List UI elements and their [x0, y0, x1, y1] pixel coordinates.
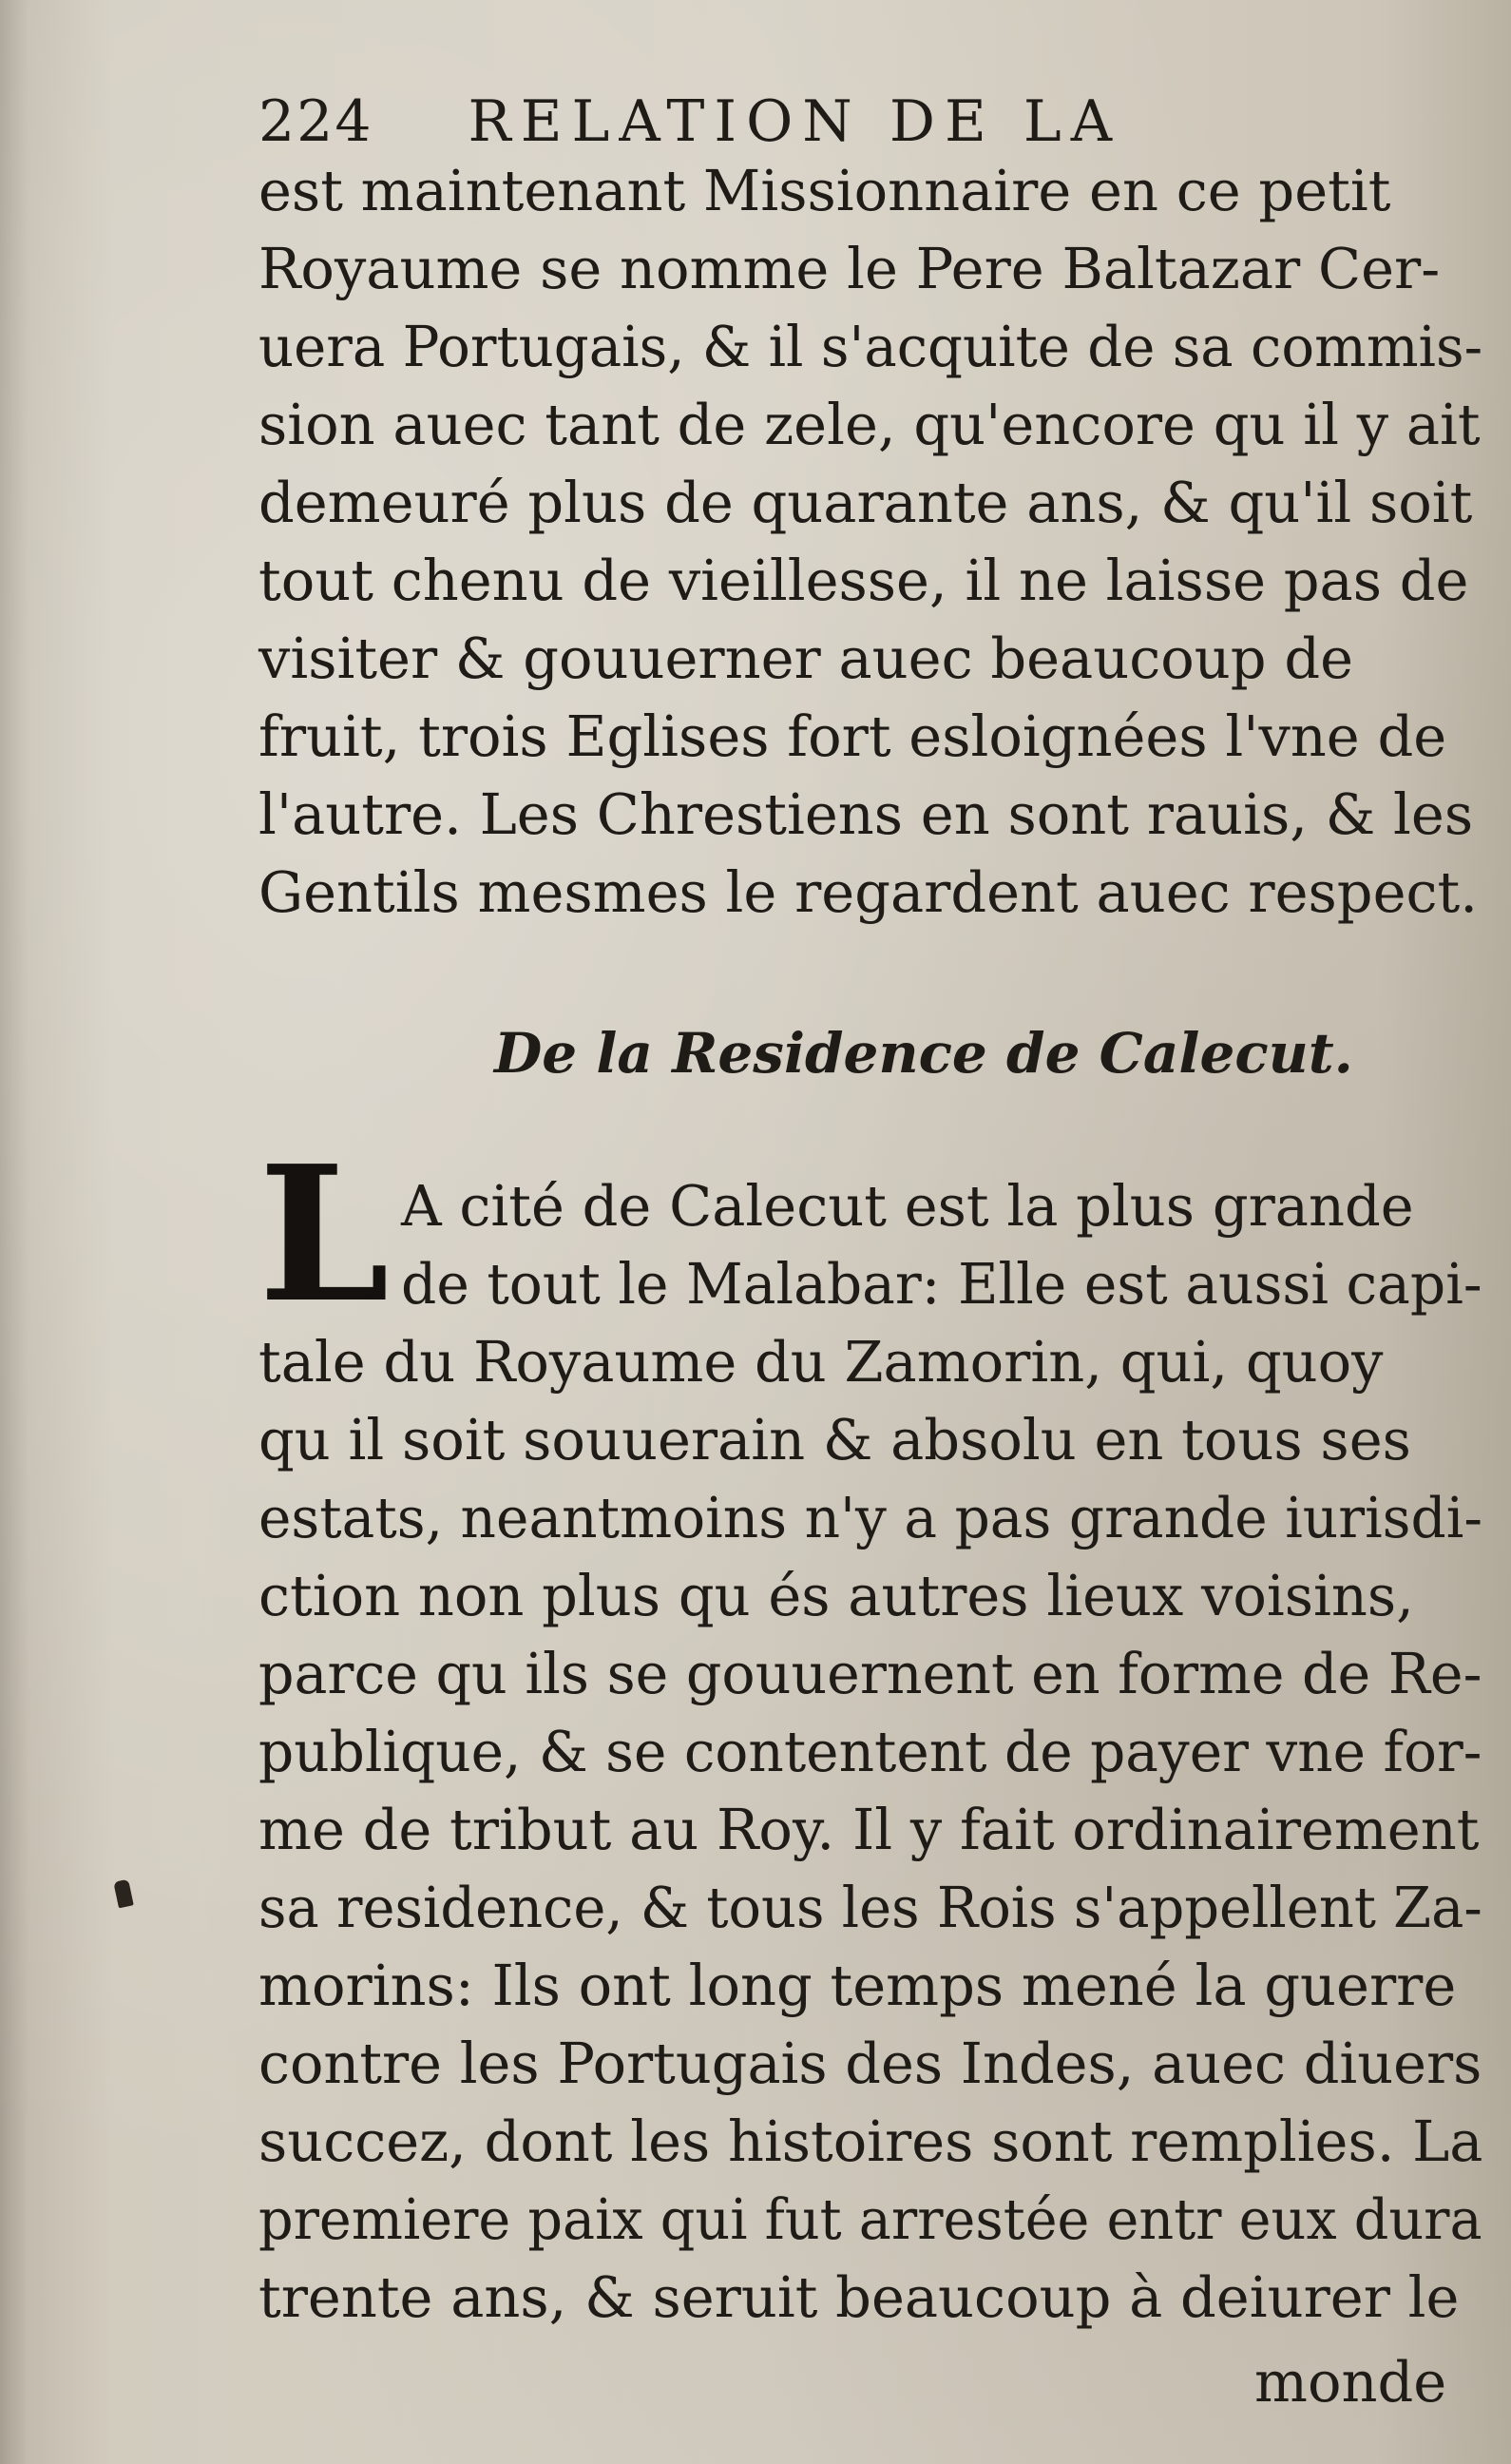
drop-cap: L — [258, 1126, 390, 1344]
text-line: tout chenu de vieillesse, il ne laisse pas de — [258, 548, 1469, 613]
text-line: tale du Royaume du Zamorin, qui, quoy — [258, 1329, 1384, 1395]
text-line: me de tribut au Roy. Il y fait ordinairement — [258, 1797, 1480, 1862]
text-line: A cité de Calecut est la plus grande — [401, 1173, 1414, 1239]
text-line: morins: Ils ont long temps mené la guerre — [258, 1953, 1457, 2018]
text-line: publique, & se contentent de payer vne for- — [258, 1719, 1482, 1784]
text-line: premiere paix qui fut arrestée entr eux dura — [258, 2186, 1482, 2252]
text-line: uera Portugais, & il s'acquite de sa commis- — [258, 314, 1483, 379]
text-line: estats, neantmoins n'y a pas grande iurisdi- — [258, 1485, 1483, 1550]
text-line: ction non plus qu és autres lieux voisins, — [258, 1563, 1414, 1628]
text-line: sa residence, & tous les Rois s'appellent Za- — [258, 1875, 1482, 1940]
text-line: succez, dont les histoires sont remplies. La — [258, 2108, 1483, 2174]
text-line: qu il soit souuerain & absolu en tous ses — [258, 1407, 1411, 1473]
text-line: Gentils mesmes le regardent auec respect. — [258, 859, 1478, 925]
catchword: monde — [1254, 2349, 1447, 2415]
text-line: trente ans, & seruit beaucoup à deiurer le — [258, 2264, 1460, 2330]
text-line: de tout le Malabar: Elle est aussi capi- — [401, 1251, 1482, 1317]
text-line: contre les Portugais des Indes, auec diuers — [258, 2031, 1482, 2096]
text-line: sion auec tant de zele, qu'encore qu il y ait — [258, 392, 1481, 457]
section-heading: De la Residence de Calecut. — [494, 1021, 1353, 1086]
text-line: l'autre. Les Chrestiens en sont rauis, & les — [258, 781, 1474, 847]
page-number: 224 — [258, 88, 373, 155]
text-line: est maintenant Missionnaire en ce petit — [258, 158, 1391, 223]
text-line: parce qu ils se gouuernent en forme de Re- — [258, 1641, 1482, 1706]
text-line: fruit, trois Eglises fort esloignées l'vne de — [258, 703, 1447, 769]
running-header — [258, 84, 1209, 160]
ink-mark — [113, 1879, 133, 1909]
text-line: visiter & gouuerner auec beaucoup de — [258, 626, 1353, 691]
text-line: Royaume se nomme le Pere Baltazar Cer- — [258, 236, 1441, 301]
running-title: RELATION DE LA — [468, 88, 1122, 155]
text-line: demeuré plus de quarante ans, & qu'il soit — [258, 470, 1473, 535]
